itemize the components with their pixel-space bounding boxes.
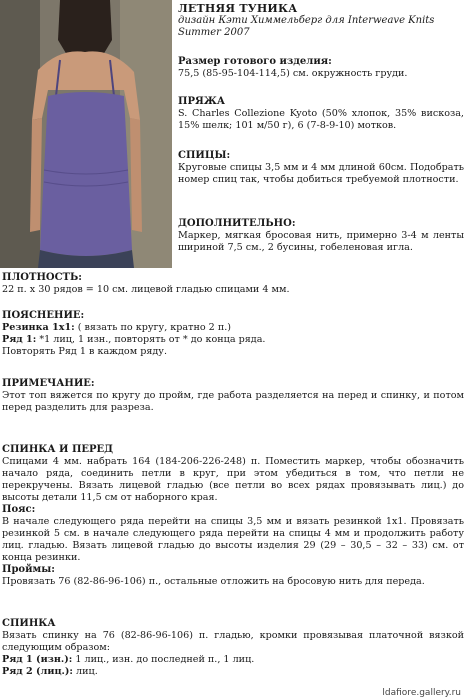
armhole-text: Провязать 76 (82-86-96-106) п., остальные отложить на бросовую нить для переда. (2, 576, 425, 587)
rib-label: Резинка 1х1: (2, 322, 75, 333)
row1-line (2, 334, 464, 346)
back-front-section (2, 444, 464, 588)
gauge-heading: ПЛОТНОСТЬ: (2, 272, 82, 283)
note-text: Этот топ вяжется по кругу до пройм, где работа разделяется на перед и спинку, и потом перед разделить для разреза. (2, 390, 464, 413)
size-heading: Размер готового изделия: (178, 56, 332, 67)
back-heading: СПИНКА (2, 618, 56, 629)
extra-text: Маркер, мягкая бросовая нить, примерно 3-4 м ленты шириной 7,5 см., 2 бусины, гобеленовая игла. (178, 230, 464, 253)
note-heading: ПРИМЕЧАНИЕ: (2, 378, 95, 389)
gauge-section (2, 272, 464, 296)
waist-heading: Пояс: (2, 504, 36, 515)
back-row2-label: Ряд 2 (лиц.): (2, 666, 73, 677)
gauge-text: 22 п. х 30 рядов = 10 см. лицевой гладью спицами 4 мм. (2, 284, 290, 295)
pattern-title: ЛЕТНЯЯ ТУНИКА (178, 2, 298, 15)
yarn-section (178, 96, 464, 132)
designer-credit: дизайн Кэти Химмельберг для Interweave Knits (178, 15, 435, 26)
needles-heading: СПИЦЫ: (178, 150, 231, 161)
back-text: Вязать спинку на 76 (82-86-96-106) п. гладью, кромки провязывая платочной вязкой следующим образом: (2, 630, 464, 653)
row1-text: *1 лиц, 1 изн., повторять от * до конца ряда. (36, 334, 266, 345)
extra-heading: ДОПОЛНИТЕЛЬНО: (178, 218, 296, 229)
note-section (2, 378, 464, 414)
yarn-text: S. Charles Collezione Kyoto (50% хлопок, 35% вискоза, 15% шелк; 101 м/50 г), 6 (7-8-9-10) мотков. (178, 108, 464, 131)
back-front-heading: СПИНКА И ПЕРЕД (2, 444, 114, 455)
explanation-section (2, 310, 464, 358)
back-row1-line (2, 654, 464, 666)
back-row2-text: лиц. (72, 666, 98, 677)
rib-text: ( вязать по кругу, кратно 2 п.) (74, 322, 232, 333)
extra-section (178, 218, 464, 254)
garment-illustration (0, 0, 172, 268)
repeat-line: Повторять Ряд 1 в каждом ряду. (2, 346, 168, 357)
garment-photo (0, 0, 172, 268)
back-row2-line (2, 666, 464, 678)
back-section (2, 618, 464, 678)
watermark: ldafiore.gallery.ru (382, 688, 461, 698)
waist-text: В начале следующего ряда перейти на спицы 3,5 мм и вязать резинкой 1х1. Провязать резинкой 5 см. в начале следующего ряда перейти на спицы 4 мм и продолжить работу лиц. гладью. Вязать лицевой гладью до высоты изделия 29 (29 – 30,5 – 32 – 33) см. от конца резинки. (2, 516, 464, 563)
back-row1-text: 1 лиц., изн. до последней п., 1 лиц. (72, 654, 255, 665)
size-section (178, 56, 464, 80)
explanation-heading: ПОЯСНЕНИЕ: (2, 310, 85, 321)
row1-label: Ряд 1: (2, 334, 37, 345)
pattern-header (178, 2, 464, 39)
armhole-heading: Проймы: (2, 564, 55, 575)
needles-section (178, 150, 464, 186)
yarn-heading: ПРЯЖА (178, 96, 226, 107)
back-front-text: Спицами 4 мм. набрать 164 (184-206-226-248) п. Поместить маркер, чтобы обозначить начало ряда, соединить петли в круг, при этом убедиться в том, что петли не перекручены. Вязать лицевой гладью (все петли во всех рядах провязывать лиц.) до высоты детали 11,5 см от наборного края. (2, 456, 464, 503)
size-text: 75,5 (85-95-104-114,5) см. окружность груди. (178, 68, 408, 79)
back-row1-label: Ряд 1 (изн.): (2, 654, 73, 665)
rib-line (2, 322, 464, 334)
issue-name: Summer 2007 (178, 27, 250, 38)
needles-text: Круговые спицы 3,5 мм и 4 мм длиной 60см. Подобрать номер спиц так, чтобы добиться требуемой плотности. (178, 162, 464, 185)
